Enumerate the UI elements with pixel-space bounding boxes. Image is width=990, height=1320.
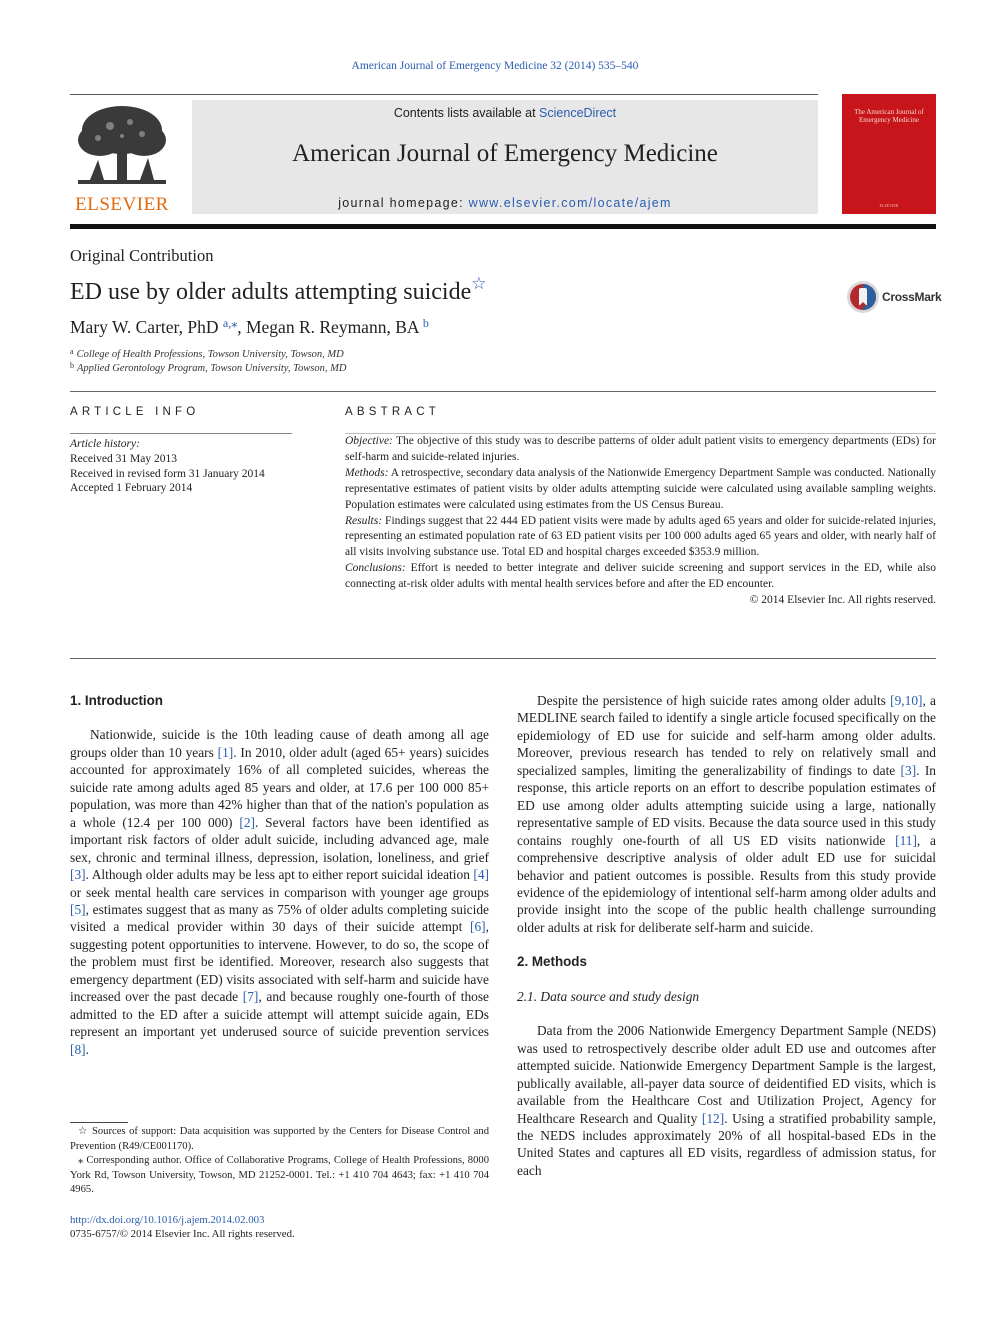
affiliation-text: College of Health Professions, Towson University, Towson, MD (76, 349, 344, 360)
crossmark-button[interactable] (846, 280, 940, 316)
elsevier-wordmark: ELSEVIER (75, 194, 169, 215)
results-label: Results: (345, 514, 383, 527)
title-block-rule (70, 391, 936, 392)
methods-label: Methods: (345, 466, 389, 479)
conclusions-text: Effort is needed to better integrate and deliver suicide screening and support services in the ED, while also connecting at-risk older adults with mental health services before and after the ED encounter. (345, 562, 936, 591)
abstract-body (345, 434, 936, 609)
methods-text: . Using a stratified probability sample, the NEDS includes approximately 20% of all hospital-based EDs in the United States and captures all ED visits, regardless of admission status, for each (517, 1110, 936, 1178)
abstract-heading: ABSTRACT (345, 406, 440, 418)
author-affiliation-marker[interactable]: b (422, 316, 429, 330)
abstract-conclusions (345, 561, 936, 593)
results-text: Findings suggest that 22 444 ED patient visits were made by adults aged 65 years and older for suicide-related injuries, representing an estimated population rate of 63 ED patient visits per 100 000 adults aged 65 years and older, with nearly half of all visits involving substance use. Total ED and hospital charges exceeded $353.9 million. (345, 514, 936, 559)
journal-citation-link[interactable]: American Journal of Emergency Medicine 32 (2014) 535–540 (351, 60, 639, 72)
history-label: Article history: (70, 438, 140, 450)
intro-text: Despite the persistence of high suicide rates among older adults (537, 693, 891, 708)
intro-text: or seek mental health care services in comparison with younger age groups (70, 884, 489, 900)
intro-paragraph-1 (70, 726, 489, 1058)
objective-label: Objective: (345, 435, 393, 447)
doi-link[interactable]: http://dx.doi.org/10.1016/j.ajem.2014.02.003 (70, 1214, 265, 1226)
support-footnote: ☆ Sources of support: Data acquisition was supported by the Centers for Disease Control and Prevention (R49/CE001170). (70, 1126, 489, 1152)
reference-link[interactable]: [7] (242, 989, 259, 1005)
methods-subheading: 2.1. Data source and study design (517, 988, 700, 1004)
abstract-end-rule (70, 658, 936, 659)
reference-link[interactable]: [6] (470, 919, 486, 935)
methods-text: A retrospective, secondary data analysis of the Nationwide Emergency Department Sample was conducted. Nationally representative estimates of patient visits by older adults attempting suicide were calculated using available sampling weights. Population estimates were calculated using estimates from the US Census Bureau. (345, 466, 936, 511)
footnote-rule (70, 1122, 128, 1123)
title-footnote-star-icon[interactable]: ☆ (471, 274, 487, 293)
issn-copyright: 0735-6757/© 2014 Elsevier Inc. All rights reserved. (70, 1228, 295, 1240)
body-right-column (517, 692, 936, 1179)
reference-link[interactable]: [1] (217, 744, 234, 760)
abstract-results (345, 514, 936, 562)
intro-text: . Several factors have been identified as important risk factors of older adult suicide, including advanced age, male sex, chronic and terminal illness, depression, isolation, loneliness, and grief (70, 814, 489, 865)
received-date: Received 31 May 2013 (70, 452, 177, 465)
reference-link[interactable]: [9,10] (890, 693, 923, 708)
intro-text: Nationwide, suicide is the 10th leading cause of death among all age groups older than 10 years (70, 727, 489, 760)
revised-date: Received in revised form 31 January 2014 (70, 467, 265, 480)
section-type: Original Contribution (70, 246, 214, 265)
article-info-heading: ARTICLE INFO (70, 406, 200, 418)
intro-text: . In response, this article reports on an effort to describe population estimates of ED use among older adults attempting suicide using a large, nationally representative sample of ED visits. Because the data source used in this study contains roughly one-fourth of all US ED visits nationwide (517, 762, 936, 848)
reference-link[interactable]: [3] (900, 762, 917, 778)
intro-text: , a MEDLINE search failed to identify a single article focused specifically on the epidemiology of ED use for suicide and self-harm among older adults. Moreover, previous research has tended to rely on relatively small and specialized samples, limiting the generalizability of findings to date (517, 693, 937, 778)
abstract-objective (345, 434, 936, 466)
objective-text: The objective of this study was to describe patterns of older adult patient visits to emergency departments (EDs) for self-harm and suicide-related injuries. (345, 435, 936, 463)
author-list (70, 316, 429, 338)
intro-paragraph-2 (517, 692, 936, 936)
crossmark-label: CrossMark (882, 290, 942, 304)
conclusions-label: Conclusions: (345, 562, 406, 575)
affiliation-marker: b (70, 361, 74, 370)
cover-publisher: ELSEVIER (879, 203, 899, 208)
body-left-column (70, 692, 489, 1058)
methods-heading: 2. Methods (517, 954, 587, 970)
footnotes (70, 1125, 489, 1198)
methods-paragraph-1 (517, 1022, 936, 1179)
affiliation (70, 361, 346, 374)
abstract-methods (345, 466, 936, 514)
intro-text: , and because roughly one-fourth of those admitted to the ED after a suicide attempt will attempt suicide again, EDs represent an important yet underused source of suicide prevention services (70, 989, 489, 1040)
intro-text: , estimates suggest that as many as 75% of older adults completing suicide visited a medical provider within 30 days of their suicide attempt (70, 901, 489, 935)
reference-link[interactable]: [5] (70, 901, 86, 917)
intro-text: , suggesting potent opportunities to intervene. However, to do so, the scope of the problem must first be identified. Moreover, research also suggests that emergency department (ED) visits associated with self-harm and suicide have increased over the past decade (70, 919, 489, 1005)
intro-text: . (85, 1041, 89, 1057)
reference-link[interactable]: [3] (70, 867, 86, 883)
journal-cover-thumbnail[interactable] (842, 94, 936, 214)
article-title (70, 274, 487, 306)
intro-text: . In 2010, older adult (aged 65+ years) suicides accounted for approximately 16% of all completed suicides, whereas the suicide rate among adults aged 85 years and older, at 17.6 per 100 000 85+ population, was more than 42% higher than that of the nation's population as a whole (12.4 per 100 000) (70, 744, 489, 830)
journal-homepage (192, 196, 818, 210)
reference-link[interactable]: [11] (895, 832, 917, 848)
author-name[interactable]: Mary W. Carter, PhD (70, 317, 219, 337)
methods-text: Data from the 2006 Nationwide Emergency Department Sample (NEDS) was used to retrospectively describe older adult ED use and outcomes after attempted suicide. Nationwide Emergency Department Sample is the largest, publically available, all-payer data source of deidentified ED visits, which is available from the Healthcare Cost and Utilization Project, Agency for Healthcare Research and Quality (517, 1023, 936, 1126)
author-separator: , (237, 317, 246, 337)
journal-homepage-link[interactable]: www.elsevier.com/locate/ajem (468, 196, 672, 210)
sciencedirect-link[interactable]: ScienceDirect (539, 106, 617, 120)
reference-link[interactable]: [4] (473, 867, 489, 883)
contents-prefix: Contents lists available at (393, 106, 540, 120)
intro-text: , a comprehensive descriptive analysis of older adult ED use for suicidal behavior and patient outcomes is possible. Results from this study provide evidence of the epidemiology of intentional self-harm among older adults and provide insight into the scope of the public health challenge surrounding older adults at risk for deliberate self-harm and suicide. (517, 832, 936, 935)
homepage-prefix: journal homepage: (338, 196, 469, 210)
article-title-text: ED use by older adults attempting suicide (70, 279, 472, 305)
affiliation (70, 347, 344, 360)
header-rule (70, 94, 818, 95)
affiliation-marker: a (70, 347, 74, 356)
header-thick-rule (70, 224, 936, 229)
journal-masthead (192, 100, 818, 214)
journal-name: American Journal of Emergency Medicine (292, 140, 718, 167)
intro-text: . Although older adults may be less apt to either report suicidal ideation (85, 867, 474, 883)
accepted-date: Accepted 1 February 2014 (70, 482, 193, 495)
reference-link[interactable]: [8] (70, 1041, 86, 1057)
cover-title: The American Journal of Emergency Medicine (854, 108, 924, 124)
crossmark-icon (846, 280, 880, 314)
introduction-heading: 1. Introduction (70, 693, 163, 708)
contents-line (192, 106, 818, 120)
article-info-rule (70, 433, 292, 434)
section-gap (517, 936, 936, 953)
author-name[interactable]: Megan R. Reymann, BA (245, 317, 419, 337)
corresponding-author-footnote: ⁎ Corresponding author. Office of Collaborative Programs, College of Health Professions, 8000 York Rd, Towson University, Towson, MD 21252-0001. Tel.: +1 410 704 4643; fax: +1 410 704 4965. (70, 1155, 489, 1196)
author-affiliation-marker[interactable]: a,⁎ (222, 316, 238, 330)
abstract-copyright: © 2014 Elsevier Inc. All rights reserved. (749, 594, 936, 607)
affiliation-text: Applied Gerontology Program, Towson University, Towson, MD (77, 363, 347, 374)
reference-link[interactable]: [2] (239, 814, 255, 830)
article-history (70, 437, 292, 496)
reference-link[interactable]: [12] (701, 1110, 725, 1126)
